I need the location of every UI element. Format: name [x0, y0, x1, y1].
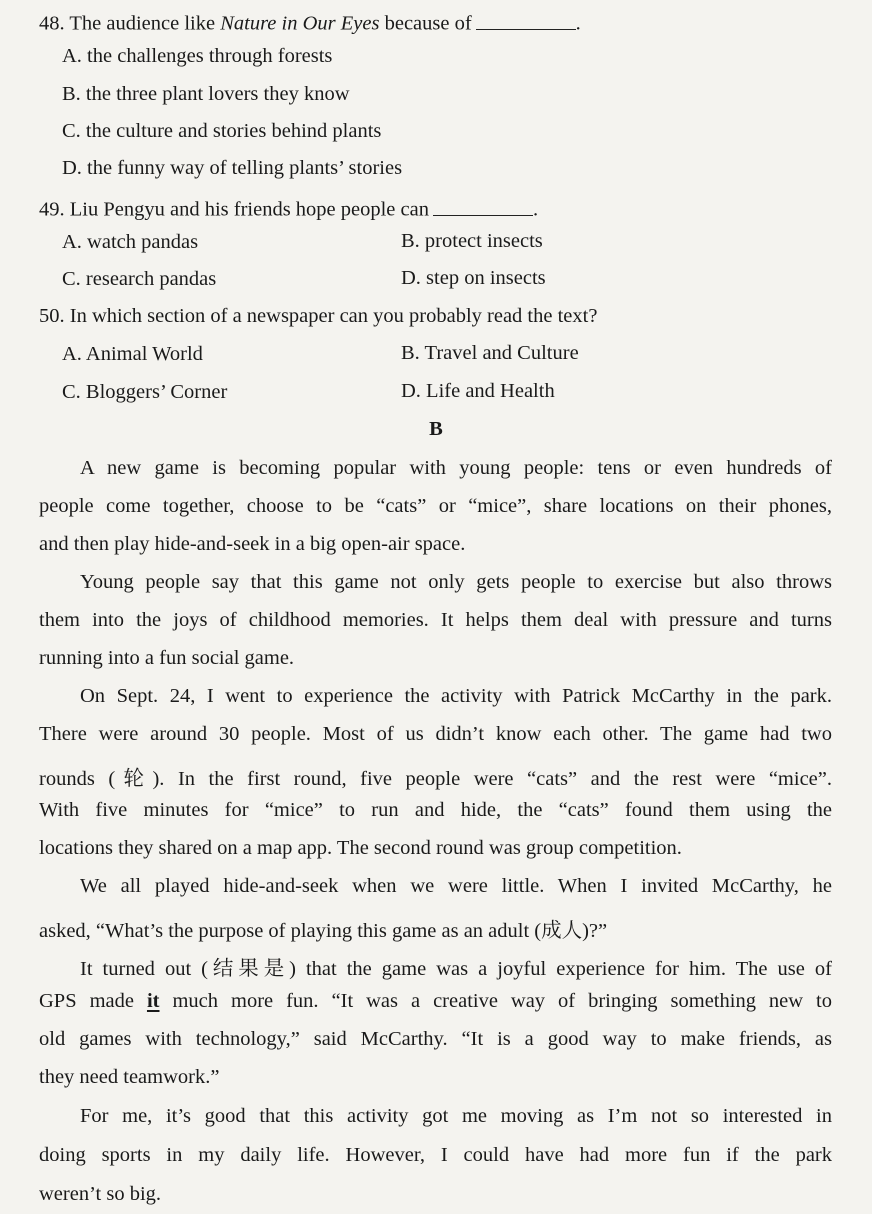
paragraph-3-line-5: locations they shared on a map app. The second round was group competition. [39, 837, 682, 859]
paragraph-1-line-1: A new game is becoming popular with young people: tens or even hundreds of [80, 457, 832, 479]
section-heading: B [429, 418, 443, 440]
paragraph-3-line-3: rounds (轮). In the first round, five people were “cats” and the rest were “mice”. [39, 768, 832, 790]
option-48-d[interactable]: D. the funny way of telling plants’ stories [62, 157, 403, 179]
paragraph-1-line-2: people come together, choose to be “cats” or “mice”, share locations on their phones, [39, 495, 832, 517]
question-48-prefix: 48. The audience like [39, 12, 221, 35]
paragraph-6-line-2: doing sports in my daily life. However, I could have had more fun if the park [39, 1144, 832, 1166]
paragraph-3-line-4: With five minutes for “mice” to run and hide, the “cats” found them using the [39, 799, 832, 821]
paragraph-2-line-2: them into the joys of childhood memories. It helps them deal with pressure and turns [39, 609, 832, 631]
paragraph-6-line-3: weren’t so big. [39, 1183, 162, 1205]
paragraph-5-line-2 [39, 990, 832, 1013]
paragraph-3-line-1: On Sept. 24, I went to experience the activity with Patrick McCarthy in the park. [80, 685, 832, 707]
option-49-c[interactable]: C. research pandas [62, 268, 217, 290]
question-49-end: . [532, 198, 539, 221]
question-48-title: Nature in Our Eyes [220, 12, 380, 35]
option-50-b[interactable]: B. Travel and Culture [401, 342, 579, 364]
option-50-c[interactable]: C. Bloggers’ Corner [62, 381, 228, 403]
option-49-a[interactable]: A. watch pandas [62, 231, 199, 253]
question-50-stem: 50. In which section of a newspaper can you probably read the text? [39, 305, 598, 327]
question-49-stem [39, 194, 538, 222]
option-49-d[interactable]: D. step on insects [401, 267, 546, 289]
paragraph-2-line-1: Young people say that this game not only gets people to exercise but also throws [80, 571, 832, 593]
option-48-b[interactable]: B. the three plant lovers they know [62, 83, 350, 105]
option-50-d[interactable]: D. Life and Health [401, 380, 555, 402]
paragraph-5-line-2-start: GPS made [39, 990, 147, 1012]
paragraph-3-line-2: There were around 30 people. Most of us didn’t know each other. The game had two [39, 723, 832, 745]
option-50-a[interactable]: A. Animal World [62, 343, 203, 365]
underlined-word-it: it [146, 990, 160, 1012]
paragraph-4-line-1: We all played hide-and-seek when we were little. When I invited McCarthy, he [80, 875, 832, 897]
paragraph-4-line-2: asked, “What’s the purpose of playing this game as an adult (成人)?” [39, 920, 608, 942]
paragraph-5-line-3: old games with technology,” said McCarthy. “It is a good way to make friends, as [39, 1028, 832, 1050]
paragraph-1-line-3: and then play hide-and-seek in a big open-air space. [39, 533, 466, 555]
paragraph-5-line-1: It turned out (结果是) that the game was a joyful experience for him. The use of [80, 958, 832, 980]
answer-blank[interactable] [433, 194, 533, 216]
paragraph-5-line-4: they need teamwork.” [39, 1066, 220, 1088]
option-48-a[interactable]: A. the challenges through forests [62, 45, 333, 67]
paragraph-2-line-3: running into a fun social game. [39, 647, 295, 669]
paragraph-6-line-1: For me, it’s good that this activity got me moving as I’m not so interested in [80, 1105, 832, 1127]
option-48-c[interactable]: C. the culture and stories behind plants [62, 120, 382, 142]
question-49-text: 49. Liu Pengyu and his friends hope people can [39, 198, 429, 221]
question-48-end: . [575, 12, 581, 35]
question-48-suffix: because of [379, 12, 472, 35]
option-49-b[interactable]: B. protect insects [401, 230, 543, 252]
answer-blank[interactable] [476, 8, 576, 30]
paragraph-5-line-2-end: much more fun. “It was a creative way of bringing something new to [159, 990, 833, 1012]
question-48-stem [39, 8, 581, 36]
